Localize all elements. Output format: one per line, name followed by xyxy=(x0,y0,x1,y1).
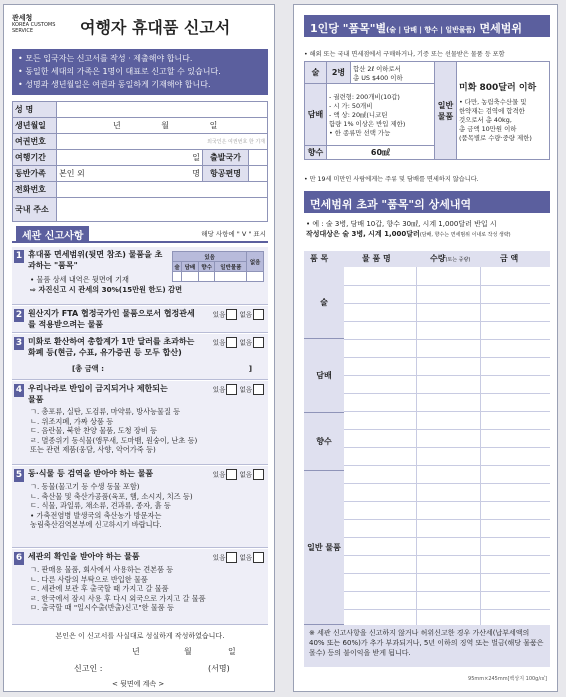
exemption-note: • 해외 또는 국내 면세점에서 구매하거나, 기증 또는 선물받은 물품 등 포함 xyxy=(304,51,505,58)
tobacco-desc-2: - 시 가: 50개비 xyxy=(329,102,373,110)
logo-english-2: SERVICE xyxy=(12,28,34,34)
no-label: 없음 xyxy=(239,553,252,562)
general-category: 일반 물품 xyxy=(435,62,457,160)
checkbox-no[interactable] xyxy=(253,337,264,348)
general-desc xyxy=(457,62,550,160)
paper-spec: 95mm×245mm[백상지 100g/㎡] xyxy=(468,676,547,682)
item-title: 동·식물 등 검역을 받아야 하는 물품 xyxy=(28,469,154,478)
example-line-1: • 예 : 술 3병, 담배 10갑, 향수 30㎖, 시계 1,000달러 반입 시 xyxy=(306,220,497,228)
general-desc-3: 것으로서 총 40kg, xyxy=(459,115,512,124)
form-title: 여행자 휴대품 신고서 xyxy=(80,18,231,37)
stay-label: 여행기간 xyxy=(13,150,57,166)
item-number: 6 xyxy=(15,553,23,563)
notice-box xyxy=(12,49,268,95)
family-unit: 명 xyxy=(192,169,200,178)
item-number: 3 xyxy=(15,338,23,348)
item-6-sub-3: ㄷ. 세관에 보관 후 출국할 때 가지고 갈 물품 xyxy=(30,584,169,594)
liquor-desc-2: 총 US $400 이하 xyxy=(353,73,403,82)
address-label: 국내 주소 xyxy=(13,198,57,222)
yes-label: 있음 xyxy=(212,385,226,394)
detail-row-line xyxy=(344,555,550,556)
no-label: 없음 xyxy=(239,470,252,479)
exemption-title: 1인당 "품목"별 xyxy=(310,22,387,35)
detail-table-header xyxy=(304,251,550,267)
checkbox-general[interactable] xyxy=(215,272,247,282)
detail-row-line xyxy=(344,429,550,430)
date-day-unit: 일 xyxy=(228,647,236,656)
item-5-sub-3: ㄷ. 식물, 과일류, 채소류, 견과류, 종자, 흙 등 xyxy=(30,501,171,511)
total-amount-label: [총 금액 : xyxy=(72,364,104,373)
item-6-subs xyxy=(30,565,206,613)
detail-row-line xyxy=(344,465,550,466)
notice-1: • 모든 입국자는 신고서를 작성 · 제출해야 합니다. xyxy=(18,54,193,63)
checkbox-yes[interactable] xyxy=(226,552,237,563)
detail-row-line xyxy=(344,321,550,322)
birth-day-unit: 일 xyxy=(209,121,218,130)
detail-row-line xyxy=(344,447,550,448)
tobacco-desc-4: 함량 1% 이상은 반입 제한) xyxy=(329,120,406,128)
item-5-sub-2: ㄴ. 축산물 및 축산가공품(육포, 햄, 소시지, 치즈 등) xyxy=(30,491,193,501)
detail-cat-perfume: 향수 xyxy=(304,413,344,471)
customs-logo xyxy=(12,15,68,35)
family-label: 동반가족 xyxy=(13,166,57,182)
general-desc-5: (품목별로 수량·중량 제한) xyxy=(459,133,532,142)
birth-month-unit: 월 xyxy=(161,121,170,130)
tobacco-desc-1: - 궐련형: 200개비(10갑) xyxy=(329,93,400,101)
logo-korean: 관세청 xyxy=(12,14,33,22)
detail-row-line xyxy=(344,357,550,358)
declaration-item-4 xyxy=(12,381,268,465)
detail-cat-liquor: 술 xyxy=(304,267,344,339)
exemption-title-end: 면세범위 xyxy=(475,22,522,35)
item-title: 우리나라로 반입이 금지되거나 제한되는 물품 xyxy=(28,384,168,404)
detail-row-line xyxy=(344,591,550,592)
col-category: 품 목 xyxy=(310,254,329,263)
signer-label: 신고인 : xyxy=(74,664,103,673)
exemption-title-bar xyxy=(304,15,550,37)
total-amount-field[interactable]: [총 금액 : ] xyxy=(72,364,252,373)
detail-row-line xyxy=(344,519,550,520)
item-5-sub-4: • 가축전염병 발생국의 축산농가 방문자는 xyxy=(30,510,162,520)
family-prefix: 본인 외 xyxy=(59,169,85,178)
tobacco-category: 담배 xyxy=(305,84,327,146)
traveler-info-table xyxy=(12,101,268,222)
flight-label: 항공편명 xyxy=(203,166,249,182)
notice-2: • 동일한 세대의 가족은 1명이 대표로 신고할 수 있습니다. xyxy=(18,67,221,76)
notice-3: • 성명과 생년월일은 여권과 동일하게 기재해야 합니다. xyxy=(18,80,211,89)
checkbox-yes[interactable] xyxy=(226,384,237,395)
col-amount: 금 액 xyxy=(500,254,519,263)
item-1-subs xyxy=(30,275,182,294)
checkbox-no[interactable] xyxy=(253,469,264,480)
detail-cat-general: 일반 물품 xyxy=(304,471,344,625)
detail-row-line xyxy=(344,285,550,286)
checkbox-no[interactable] xyxy=(253,384,264,395)
customs-section-header xyxy=(12,223,268,243)
no-label: 없음 xyxy=(239,385,252,394)
detail-row-line xyxy=(344,303,550,304)
detail-row-line xyxy=(344,393,550,394)
birth-label: 생년월일 xyxy=(13,118,57,134)
liquor-desc-1: 합산 2ℓ 이하로서 xyxy=(353,64,401,73)
checkbox-no[interactable] xyxy=(253,309,264,320)
age-note: • 만 19세 미만인 사람에게는 주류 및 담배를 면세하지 않습니다. xyxy=(304,176,479,183)
item-6-sub-4: ㄹ. 한국에서 잠시 사용 후 다시 외국으로 가지고 갈 물품 xyxy=(30,593,206,603)
item-title: 세관의 확인을 받아야 하는 물품 xyxy=(28,552,140,561)
perfume-quantity: 60㎖ xyxy=(327,146,435,160)
checkbox-yes[interactable] xyxy=(226,469,237,480)
detail-row-line xyxy=(344,573,550,574)
yes-label: 있음 xyxy=(212,553,226,562)
item-1-category-grid xyxy=(172,251,264,282)
no-label: 없음 xyxy=(239,338,252,347)
detail-title: 면세범위 초과 "품목"의 상세내역 xyxy=(310,198,472,211)
item-1-sub-1: • 물품 상세 내역은 뒷면에 기재 xyxy=(30,275,129,284)
declaration-item-2 xyxy=(12,306,268,333)
detail-row-line xyxy=(344,375,550,376)
logo-english-1: KOREA CUSTOMS xyxy=(12,21,56,28)
declaration-form-back xyxy=(293,4,558,692)
yes-label: 있음 xyxy=(212,310,226,319)
grid-tobacco: 담배 xyxy=(182,262,199,272)
item-5-subs xyxy=(30,482,193,530)
stay-field[interactable] xyxy=(57,150,203,166)
detail-example xyxy=(306,219,546,240)
item-5-yes-no xyxy=(213,469,264,480)
birth-year-unit: 년 xyxy=(113,121,121,130)
item-5-sub-1: ㄱ. 동물(물고기 등 수생 동물 포함) xyxy=(30,482,140,491)
detail-row-line xyxy=(344,609,550,610)
penalty-warning: ※ 세관 신고사항을 신고하지 않거나 허위신고한 경우 가산세(납부세액의 40% 또는 60%)가 추가 부과되거나, 5년 이하의 징역 또는 벌금(해당 물품은 몰수) 등의 불이익을 받게 됩니다. xyxy=(304,625,550,667)
item-number: 1 xyxy=(15,251,23,261)
item-4-sub-2: ㄴ. 위조지폐, 가짜 상품 등 xyxy=(30,416,114,426)
perfume-category: 향수 xyxy=(305,146,327,160)
item-6-yes-no xyxy=(213,552,264,563)
continue-note: < 뒷면에 계속 > xyxy=(112,680,165,688)
passport-hint: 외국인은 여권번호 한 기재 xyxy=(207,139,265,145)
detail-row-line xyxy=(344,501,550,502)
col-quantity: 수량 xyxy=(430,254,446,263)
checkbox-item-1-no[interactable] xyxy=(247,272,264,282)
tobacco-desc-5: • 한 종류만 선택 가능 xyxy=(329,129,391,137)
checkbox-yes[interactable] xyxy=(226,309,237,320)
grid-liquor: 술 xyxy=(173,262,182,272)
date-year-unit: 년 xyxy=(132,647,140,656)
customs-section-title: 세관 신고사항 xyxy=(16,226,89,243)
detail-row-line xyxy=(344,411,550,412)
item-4-subs xyxy=(30,407,197,455)
item-5-sub-5: 농림축산검역본부에 신고하시기 바랍니다. xyxy=(30,520,162,530)
item-1-sub-2: ⇨ 자진신고 시 관세의 30%(15만원 한도) 감면 xyxy=(30,284,183,294)
no-header: 없음 xyxy=(247,252,264,272)
detail-row-line xyxy=(344,483,550,484)
family-field[interactable] xyxy=(57,166,203,182)
customs-section-hint: 해당 사항에 " V " 표시 xyxy=(201,230,266,238)
birth-field[interactable] xyxy=(57,118,268,134)
item-4-yes-no xyxy=(213,384,264,395)
general-desc-2: 한약재는 검역에 합격한 xyxy=(459,106,525,115)
item-6-sub-2: ㄴ. 다른 사람의 부탁으로 반입한 물품 xyxy=(30,574,148,584)
item-2-yes-no xyxy=(213,309,264,320)
declaration-item-6 xyxy=(12,549,268,625)
checkbox-tobacco[interactable] xyxy=(182,272,199,282)
item-6-sub-1: ㄱ. 판매용 물품, 회사에서 사용하는 견본품 등 xyxy=(30,565,174,574)
declaration-item-5 xyxy=(12,466,268,548)
grid-general: 일반물품 xyxy=(215,262,247,272)
detail-row-line xyxy=(344,537,550,538)
signature-hint: (서명) xyxy=(208,664,230,673)
declaration-item-3 xyxy=(12,334,268,380)
declaration-item-1 xyxy=(12,247,268,305)
item-title: 원산지가 FTA 협정국가인 물품으로서 협정관세를 적용받으려는 물품 xyxy=(28,309,195,329)
detail-cat-tobacco: 담배 xyxy=(304,339,344,413)
detail-title-bar xyxy=(304,191,550,213)
item-title: 휴대품 면세범위(뒷면 참조) 물품을 초과하는 "품목" xyxy=(28,250,163,270)
example-line-2-note: (담배, 향수는 면세범위 이내로 작성 생략) xyxy=(419,232,511,238)
date-month-unit: 월 xyxy=(184,647,192,656)
item-number: 2 xyxy=(15,310,23,320)
exemption-title-categories: (술 | 담배 | 향수 | 일반물품) xyxy=(386,26,476,34)
general-amount: 미화 800달러 이하 xyxy=(459,82,537,93)
stay-unit: 일 xyxy=(192,153,200,162)
col-quantity-note: (또는 중량) xyxy=(445,257,471,263)
general-desc-4: 총 금액 10만원 이하 xyxy=(459,124,517,133)
liquor-desc xyxy=(351,62,435,84)
exemption-table xyxy=(304,61,550,160)
tobacco-desc-3: - 액 상: 20㎖(니코틴 xyxy=(329,111,388,119)
checkbox-no[interactable] xyxy=(253,552,264,563)
item-number: 5 xyxy=(15,470,23,480)
phone-field[interactable] xyxy=(57,182,268,198)
grid-perfume: 향수 xyxy=(198,262,215,272)
departure-label: 출발국가 xyxy=(203,150,249,166)
tobacco-desc xyxy=(327,84,435,146)
yes-header: 있음 xyxy=(173,252,247,262)
departure-field[interactable] xyxy=(249,150,268,166)
detail-row-line xyxy=(344,339,550,340)
flight-field[interactable] xyxy=(249,166,268,182)
no-label: 없음 xyxy=(239,310,252,319)
item-4-sub-3: ㄷ. 음란물, 북한 찬양 물품, 도청 장비 등 xyxy=(30,426,157,436)
declaration-statement: 본인은 이 신고서를 사실대로 성실하게 작성하였습니다. xyxy=(55,632,225,640)
liquor-quantity: 2병 xyxy=(327,62,351,84)
yes-label: 있음 xyxy=(212,338,226,347)
item-4-sub-5: 또는 관련 제품(웅담, 사향, 악어가죽 등) xyxy=(30,445,156,455)
passport-field[interactable] xyxy=(57,134,268,150)
item-4-sub-1: ㄱ. 총포류, 실탄, 도검류, 마약류, 방사능물질 등 xyxy=(30,407,181,416)
general-desc-1: • 다만, 농림축수산물 및 xyxy=(459,97,527,106)
checkbox-yes[interactable] xyxy=(226,337,237,348)
item-number: 4 xyxy=(15,385,23,395)
name-label: 성 명 xyxy=(13,102,57,118)
item-6-sub-5: ㅁ. 출국할 때 "일시수출(반출)신고"한 물품 등 xyxy=(30,603,174,613)
name-field[interactable] xyxy=(57,102,268,118)
checkbox-perfume[interactable] xyxy=(198,272,215,282)
address-field[interactable] xyxy=(57,198,268,222)
yes-label: 있음 xyxy=(212,470,226,479)
phone-label: 전화번호 xyxy=(13,182,57,198)
passport-label: 여권번호 xyxy=(13,134,57,150)
liquor-category: 술 xyxy=(305,62,327,84)
col-item-name: 물 품 명 xyxy=(362,254,391,263)
detail-table-body xyxy=(304,267,550,625)
item-4-sub-4: ㄹ. 멸종위기 동식물(앵무새, 도마뱀, 원숭이, 난초 등) xyxy=(30,435,198,445)
example-line-2: 작성대상은 술 3병, 시계 1,000달러 xyxy=(306,230,420,238)
item-3-yes-no xyxy=(213,337,264,348)
declaration-form-front xyxy=(3,4,275,692)
item-title: 미화로 환산하여 총합계가 1만 달러를 초과하는 화폐 등(현금, 수표, 유가증권 등 모두 합산) xyxy=(28,337,195,357)
